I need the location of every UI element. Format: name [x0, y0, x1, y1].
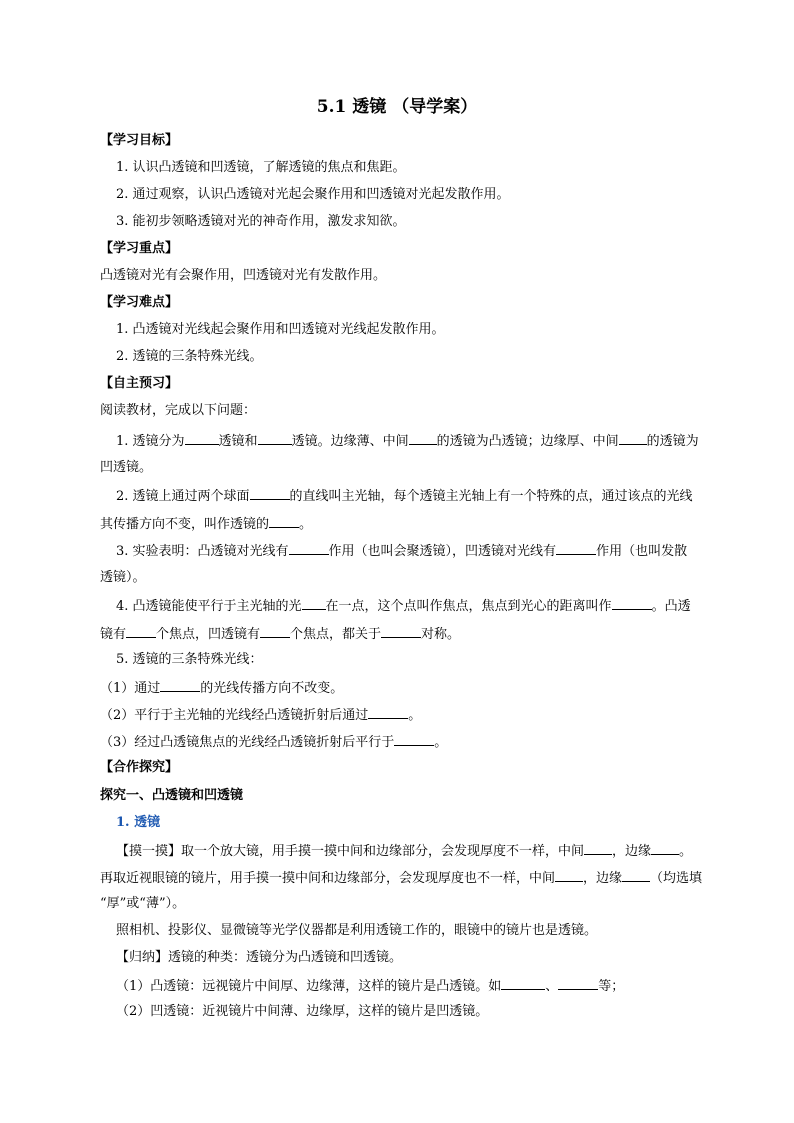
page-title: 5.1 透镜 （导学案）	[316, 97, 478, 117]
q4-text-c: 。凸透	[651, 599, 691, 614]
touch-blank-3[interactable]	[555, 867, 583, 882]
q4-text-e: 个焦点，凹透镜有	[156, 627, 261, 642]
q3-blank-2[interactable]	[556, 540, 596, 555]
q4-text-f: 个焦点，都关于	[290, 627, 382, 642]
question-2	[116, 485, 736, 507]
convex-lens-text	[116, 975, 736, 997]
q4-blank-5[interactable]	[381, 623, 421, 638]
q3-text-a: 3. 实验表明：凸透镜对光线有	[116, 544, 289, 559]
q2-blank-1[interactable]	[250, 485, 290, 500]
convex-text-a: （1）凸透镜：远视镜片中间厚、边缘薄，这样的镜片是凸透镜。如	[116, 979, 502, 994]
touch-blank-2[interactable]	[651, 840, 679, 855]
q1-blank-2[interactable]	[258, 430, 292, 445]
preview-intro: 阅读教材，完成以下问题：	[100, 403, 257, 418]
key-points-text: 凸透镜对光有会聚作用，凹透镜对光有发散作用。	[100, 268, 387, 283]
q5-blank-2[interactable]	[368, 704, 408, 719]
q2-text-d: 。	[299, 517, 313, 532]
question-5-item-3	[100, 731, 720, 753]
q2-blank-2[interactable]	[269, 513, 299, 528]
explore-1-heading: 探究一、凸透镜和凹透镜	[100, 788, 244, 803]
q4-text-d: 镜有	[100, 627, 127, 642]
convex-text-b: 、	[545, 979, 559, 994]
q4-blank-2[interactable]	[612, 595, 652, 610]
q5-blank-1[interactable]	[160, 677, 200, 692]
touch-blank-1[interactable]	[584, 840, 612, 855]
q1-blank-3[interactable]	[409, 430, 437, 445]
touch-paragraph	[116, 840, 736, 862]
question-4	[116, 595, 736, 617]
touch-blank-4[interactable]	[622, 867, 650, 882]
q1-text-d: 的透镜为凸透镜；边缘厚、中间	[436, 434, 619, 449]
convex-blank-2[interactable]	[558, 975, 598, 990]
q2-text-b: 的直线叫主光轴，每个透镜主光轴上有一个特殊的点，通过该点的光线	[289, 489, 693, 504]
q1-text-c: 透镜。边缘薄、中间	[291, 434, 409, 449]
key-points-heading: 【学习重点】	[100, 241, 179, 256]
q5-i3-text-b: 。	[434, 735, 448, 750]
q4-blank-1[interactable]	[302, 595, 326, 610]
question-4-cont	[100, 623, 720, 645]
q5-i2-text-a: （2）平行于主光轴的光线经凸透镜折射后通过	[100, 708, 369, 723]
difficulty-1: 1. 凸透镜对光线起会聚作用和凹透镜对光线起发散作用。	[116, 322, 445, 337]
preview-heading: 【自主预习】	[100, 376, 179, 391]
question-2-cont	[100, 513, 720, 535]
touch-text-c: 。	[679, 844, 693, 859]
concave-lens-text: （2）凹透镜：近视镜片中间薄、边缘厚，这样的镜片是凹透镜。	[116, 1004, 489, 1019]
touch-text-f: （均选填	[650, 871, 703, 886]
lens-subheading: 1. 透镜	[116, 815, 161, 830]
question-5-item-2	[100, 704, 720, 726]
explore-heading: 【合作探究】	[100, 760, 179, 775]
objective-2: 2. 通过观察，认识凸透镜对光起会聚作用和凹透镜对光起发散作用。	[116, 187, 510, 202]
question-5-title: 5. 透镜的三条特殊光线：	[116, 652, 263, 667]
q1-blank-4[interactable]	[619, 430, 647, 445]
difficulty-heading: 【学习难点】	[100, 295, 179, 310]
summary-text: 【归纳】透镜的种类：透镜分为凸透镜和凹透镜。	[116, 950, 403, 965]
instruments-text: 照相机、投影仪、显微镜等光学仪器都是利用透镜工作的，眼镜中的镜片也是透镜。	[116, 923, 598, 938]
question-3	[116, 540, 736, 562]
touch-paragraph-end: “厚”或“薄”）。	[100, 896, 186, 911]
q4-text-g: 对称。	[421, 627, 461, 642]
q4-text-a: 4. 凸透镜能使平行于主光轴的光	[116, 599, 302, 614]
objective-1: 1. 认识凸透镜和凹透镜，了解透镜的焦点和焦距。	[116, 160, 406, 175]
convex-blank-1[interactable]	[501, 975, 545, 990]
q5-i1-text-b: 的光线传播方向不改变。	[200, 681, 344, 696]
q2-text-a: 2. 透镜上通过两个球面	[116, 489, 250, 504]
q3-blank-1[interactable]	[289, 540, 329, 555]
q4-blank-4[interactable]	[260, 623, 290, 638]
q5-i3-text-a: （3）经过凸透镜焦点的光线经凸透镜折射后平行于	[100, 735, 395, 750]
q4-text-b: 在一点，这个点叫作焦点，焦点到光心的距离叫作	[325, 599, 612, 614]
objective-3: 3. 能初步领略透镜对光的神奇作用，激发求知欲。	[116, 214, 406, 229]
q5-i1-text-a: （1）通过	[100, 681, 161, 696]
q2-text-c: 其传播方向不变，叫作透镜的	[100, 517, 270, 532]
q1-text-e: 的透镜为	[646, 434, 699, 449]
question-3-cont: 透镜）。	[100, 570, 146, 585]
question-1	[116, 430, 736, 452]
q3-text-c: 作用（也叫发散	[596, 544, 688, 559]
convex-text-c: 等；	[598, 979, 625, 994]
question-5-item-1	[100, 677, 720, 699]
touch-text-a: 【摸一摸】取一个放大镜，用手摸一摸中间和边缘部分，会发现厚度不一样，中间	[116, 844, 585, 859]
question-1-cont: 凹透镜。	[100, 460, 153, 475]
objectives-heading: 【学习目标】	[100, 133, 179, 148]
touch-paragraph-cont	[100, 867, 720, 889]
q3-text-b: 作用（也叫会聚透镜），凹透镜对光线有	[328, 544, 557, 559]
q4-blank-3[interactable]	[126, 623, 156, 638]
q1-blank-1[interactable]	[185, 430, 219, 445]
touch-text-d: 再取近视眼镜的镜片，用手摸一摸中间和边缘部分，会发现厚度也不一样，中间	[100, 871, 556, 886]
touch-text-b: ，边缘	[612, 844, 652, 859]
q5-blank-3[interactable]	[394, 731, 434, 746]
q1-text-a: 1. 透镜分为	[116, 434, 185, 449]
touch-text-e: ，边缘	[583, 871, 623, 886]
difficulty-2: 2. 透镜的三条特殊光线。	[116, 349, 263, 364]
q1-text-b: 透镜和	[218, 434, 258, 449]
q5-i2-text-b: 。	[408, 708, 422, 723]
